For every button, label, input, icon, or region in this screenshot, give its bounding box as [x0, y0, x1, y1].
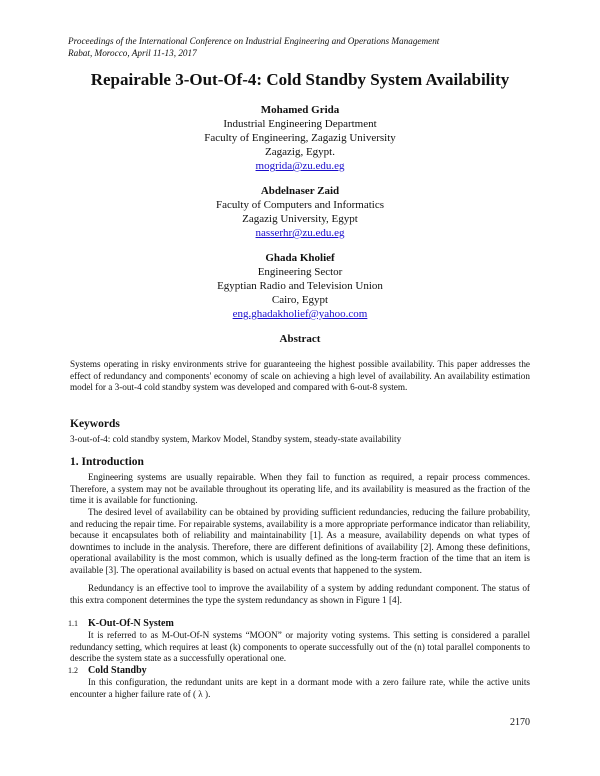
author-email-link[interactable]: mogrida@zu.edu.eg	[255, 160, 345, 172]
introduction-heading: 1. Introduction	[70, 456, 144, 468]
intro-paragraph-1: Engineering systems are usually repairable. When they fail to function as required, a repair process commences. Therefore, a system may not be available throughout its operating life, and its availability is measured as the fraction of the time it is available for functioning.	[70, 472, 530, 506]
author-email-link[interactable]: nasserhr@zu.edu.eg	[255, 227, 345, 239]
subsection-heading-1-2	[68, 665, 147, 676]
subsection-text-1-2: In this configuration, the redundant units are kept in a dormant mode with a zero failure rate, while the active units encounter a higher failure rate of ( λ ).	[70, 677, 530, 699]
author-affiliation: Cairo, Egypt	[271, 294, 329, 306]
conference-header	[68, 35, 439, 59]
intro-paragraph-3: Redundancy is an effective tool to improve the availability of a system by adding redundant component. The status of this extra component determines the type the system redundancy as shown in Figure 1 [4].	[70, 583, 530, 605]
author-affiliation: Zagazig University, Egypt	[242, 213, 358, 225]
author-affiliation: Faculty of Computers and Informatics	[215, 199, 385, 211]
paper-title: Repairable 3-Out-Of-4: Cold Standby System Availability	[90, 70, 510, 89]
subsection-number: 1.1	[68, 619, 78, 628]
header-line-1: Proceedings of the International Conference on Industrial Engineering and Operations Management	[68, 36, 440, 46]
author-email-link[interactable]: eng.ghadakholief@yahoo.com	[232, 308, 368, 320]
author-name: Abdelnaser Zaid	[260, 185, 340, 197]
abstract-heading: Abstract	[279, 333, 321, 345]
page-number: 2170	[510, 717, 530, 728]
header-line-2: Rabat, Morocco, April 11-13, 2017	[68, 48, 197, 58]
subsection-title: K-Out-Of-N System	[88, 618, 174, 629]
author-affiliation: Engineering Sector	[257, 266, 343, 278]
author-affiliation: Industrial Engineering Department	[223, 118, 377, 130]
author-affiliation: Zagazig, Egypt.	[265, 146, 335, 158]
subsection-title: Cold Standby	[88, 665, 147, 676]
keywords-text: 3-out-of-4: cold standby system, Markov Model, Standby system, steady-state availability	[70, 434, 402, 444]
keywords-heading: Keywords	[70, 418, 120, 430]
author-block-3	[0, 251, 600, 321]
author-block-2	[0, 184, 600, 240]
author-affiliation: Egyptian Radio and Television Union	[217, 280, 383, 292]
subsection-number: 1.2	[68, 666, 78, 675]
subsection-text-1-1: It is referred to as M-Out-Of-N systems “MOON” or majority voting systems. This setting is considered a parallel redundancy setting, which requires at least (k) components to operate successfully out of the (n) total parallel components to describe the system state as a successfully operational one.	[70, 630, 530, 664]
subsection-heading-1-1	[68, 618, 174, 629]
abstract-text: Systems operating in risky environments strive for guaranteeing the highest possible availability. This paper addresses the effect of redundancy and components' economy of scale on achieving a high level of availability. An availability estimation model for a 3-out-4 cold standby system was developed and compared with 6-out-8 system.	[70, 359, 530, 393]
author-name: Ghada Kholief	[265, 252, 335, 264]
intro-paragraph-2: The desired level of availability can be obtained by providing sufficient redundancies, reducing the failure probability, and reducing the repair time. For repairable systems, availability is a more appropriate performance indicator than reliability, because it encapsulates both of reliability and maintainability [1]. As a measure, availability depends on what types of downtimes to include in the analysis. Therefore, there are different definitions of availability [2]. Among these definitions, operational availability is the most common, which is usually defined as the long-term fraction of the time that an item is available [3]. The operational availability is based on actual events that happened to the system.	[70, 507, 530, 575]
author-block-1	[0, 103, 600, 173]
author-name: Mohamed Grida	[260, 104, 340, 116]
author-affiliation: Faculty of Engineering, Zagazig University	[204, 132, 396, 144]
